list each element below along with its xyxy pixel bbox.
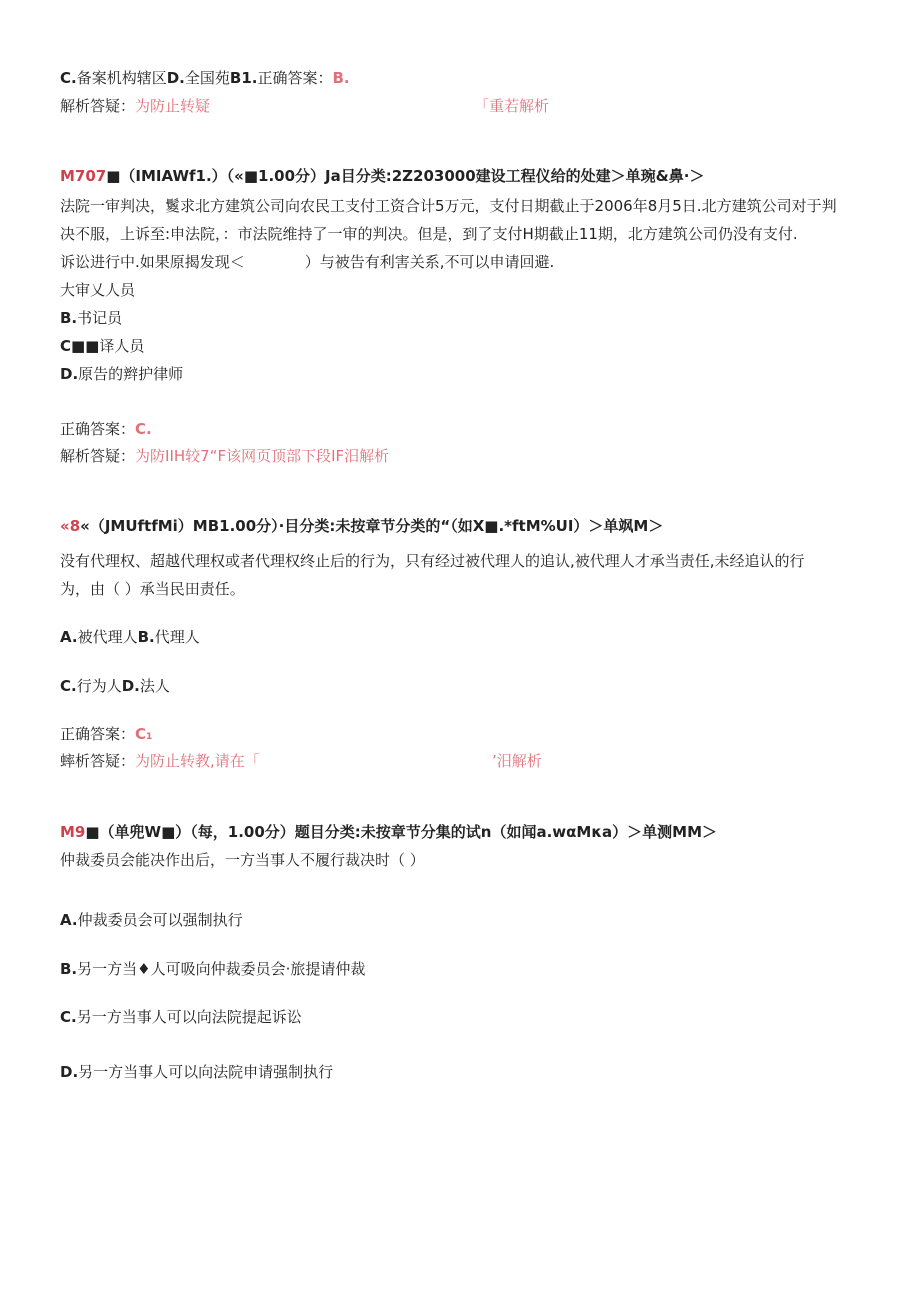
q9-header	[60, 822, 717, 842]
q9-option-b	[60, 959, 365, 979]
answer-label: 正确答案：	[60, 725, 136, 743]
option-text: 大审乂人员	[60, 281, 136, 299]
answer-value: C₁	[135, 725, 153, 743]
q7-option-a	[60, 280, 135, 300]
q7-option-d	[60, 364, 183, 384]
question-number: M707	[60, 167, 107, 185]
option-text: 全国苑	[184, 69, 230, 87]
option-letter: B.	[60, 960, 78, 978]
question-number: «8	[60, 517, 81, 535]
option-text: 代理人	[154, 628, 200, 646]
analysis-label: 解析答疑：	[60, 97, 136, 115]
option-letter: D.	[60, 365, 79, 383]
analysis-label: 解析答疑：	[60, 447, 136, 465]
option-text: 另一方当事人可以向法院申请强制执行	[78, 1063, 334, 1081]
answer-value: C.	[135, 420, 152, 438]
option-letter: C.	[60, 677, 77, 695]
q7-analysis	[60, 446, 389, 466]
option-letter: B.	[137, 628, 155, 646]
q6-options-line	[60, 68, 350, 88]
option-letter: B.	[60, 309, 78, 327]
option-text: 另一方当♦人可吸向仲裁委员会·旅提请仲裁	[77, 960, 366, 978]
option-letter: C.	[60, 69, 77, 87]
option-letter: D.	[60, 1063, 79, 1081]
q9-option-d	[60, 1062, 333, 1082]
q7-body-line: 法院一审判决，鬉求北方建筑公司向农民工支付工资合计5万元，支付日期截止于2006年8月5日.北方建筑公司对于判	[60, 197, 837, 215]
analysis-link[interactable]: 为防IIH较7“F该网页顶部下段IF汨解析	[135, 447, 390, 465]
q7-body-line: 诉讼进行中.如果原揭发现＜ ）与被告有利害关系,不可以申请回避.	[60, 253, 555, 271]
option-text: 被代理人	[77, 628, 138, 646]
q9-option-c	[60, 1007, 302, 1027]
answer-value: B.	[332, 69, 350, 87]
q7-body-line: 决不服，上诉至:申法院，：市法院维持了一审的判决。但是，到了支付H期截止11期，北方建筑公司仍没有支付.	[60, 225, 798, 243]
q7-option-b	[60, 308, 122, 328]
q9-body-line: 仲裁委员会能决作出后，一方当事人不履行裁决时（ ）	[60, 851, 425, 869]
q8-analysis-link[interactable]: ’汨解析	[492, 752, 542, 770]
option-letter: C.	[60, 1008, 77, 1026]
q7-header	[60, 166, 704, 186]
analysis-label: 蟀析答疑：	[60, 752, 136, 770]
question-meta: ■（单兜W■）（每，1.00分）题目分类:未按章节分集的试n（如闻a.wαMκa）＞单测MM＞	[85, 823, 717, 841]
q7-option-c	[60, 336, 144, 356]
q8-body-line: 为，由（ ）承当民田责任。	[60, 580, 245, 598]
answer-label: 正确答案：	[60, 420, 136, 438]
option-text: 仲裁委员会可以强制执行	[77, 911, 243, 929]
option-letter: C■■	[60, 337, 100, 355]
option-letter: D.	[121, 677, 140, 695]
q6-analysis	[60, 96, 210, 116]
option-text: 行为人	[76, 677, 122, 695]
q8-header	[60, 516, 663, 536]
q8-options-cd	[60, 676, 170, 696]
q8-answer	[60, 724, 153, 744]
option-text: 另一方当事人可以向法院提起诉讼	[76, 1008, 302, 1026]
q6-analysis-link[interactable]: 「重若解析	[474, 97, 550, 115]
option-letter: D.	[166, 69, 185, 87]
option-text: 法人	[139, 677, 170, 695]
option-letter: A.	[60, 628, 78, 646]
question-number: M9	[60, 823, 86, 841]
option-text: 原告的辫护律师	[78, 365, 184, 383]
question-meta: «（JMUftfMi）MB1.00分）·目分类:未按章节分类的“（如X■.*ftM%UI）＞单飒M＞	[80, 517, 664, 535]
q9-option-a	[60, 910, 243, 930]
q8-options-ab	[60, 627, 200, 647]
option-text: 书记员	[77, 309, 123, 327]
option-letter: A.	[60, 911, 78, 929]
q8-analysis	[60, 751, 260, 771]
analysis-text: 为防止转疑	[135, 97, 211, 115]
option-text: 译人员	[99, 337, 145, 355]
q7-answer	[60, 419, 152, 439]
q8-body-line: 没有代理权、超越代理权或者代理权终止后的行为，只有经过被代理人的追认,被代理人才承当责任,未经追认的行	[60, 552, 805, 570]
option-letter: B1.	[229, 69, 258, 87]
option-text: 备案机构辖区	[76, 69, 167, 87]
analysis-text: 为防止转教,请在「	[135, 752, 260, 770]
answer-label: 正确答案：	[257, 69, 333, 87]
question-meta: ■（IMIAWf1.）（«■1.00分）Ja目分类:2Z203000建设工程仪给的处建＞单琬&鼻·＞	[106, 167, 705, 185]
